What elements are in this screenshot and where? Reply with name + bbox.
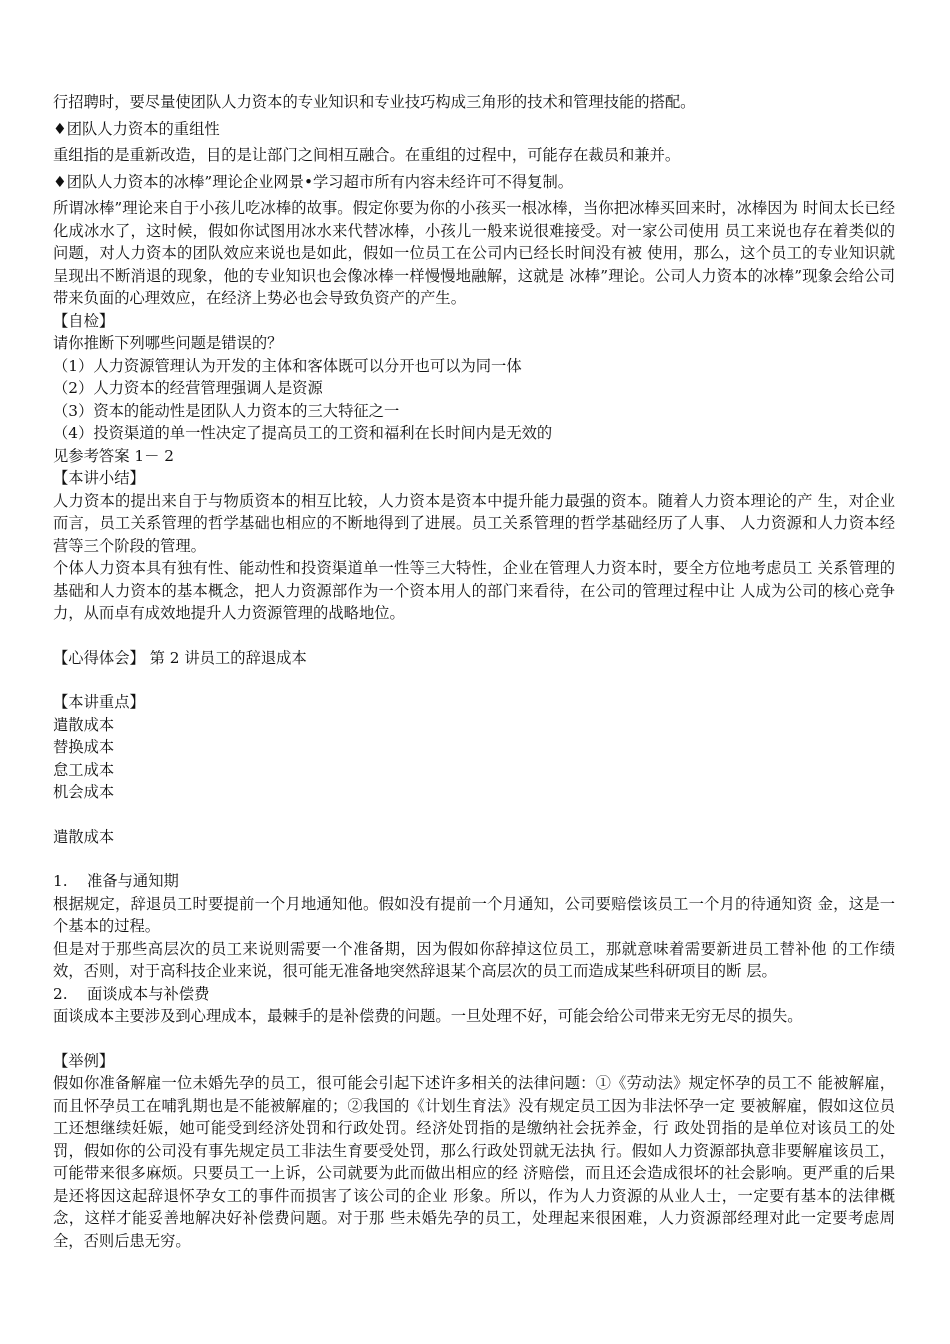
list-item: （3）资本的能动性是团队人力资本的三大特征之一 [53,401,400,420]
subsection-1-heading [53,870,895,893]
answer-reference: 见参考答案 1－ 2 [53,446,174,465]
lesson-2-title: 【心得体会】 第 2 讲员工的辞退成本 [53,648,307,667]
subsection-number: 2. [53,984,68,1003]
subsection-number: 1. [53,872,68,890]
example-title: 【举例】 [53,1051,115,1070]
self-check-question: 请你推断下列哪些问题是错误的？ [53,334,283,352]
focus-title: 【本讲重点】 [53,693,145,711]
focus-item: 遣散成本 [53,715,115,734]
focus-item: 机会成本 [53,783,115,801]
list-item: （2）人力资本的经营管理强调人是资源 [53,379,323,397]
heading-reorganization: ♦团队人力资本的重组性 [53,119,220,138]
subsection-1-paragraph-1: 根据规定，辞退员工时要提前一个月地通知他。假如没有提前一个月通知，公司要赔偿该员工一个月的待通知资 金，这是一个基本的过程。 [53,894,895,935]
summary-paragraph-1: 人力资本的提出来自于与物质资本的相互比较，人力资本是资本中提升能力最强的资本。随着人力资本理论的产 生，对企业而言，员工关系管理的哲学基础也相应的不断地得到了进展。员工关系管理的哲学基础经历了人事、 人力资源和人力资本经营等三个阶段的管理。 [53,491,895,555]
focus-item: 替换成本 [53,738,115,756]
list-item: （4）投资渠道的单一性决定了提高员工的工资和福利在长时间内是无效的 [53,424,553,442]
subsection-2-heading [53,983,895,1006]
summary-title: 【本讲小结】 [53,469,145,487]
subsection-title: 面谈成本与补偿费 [87,984,210,1003]
paragraph-icecream-theory: 所谓冰棒”理论来自于小孩儿吃冰棒的故事。假定你要为你的小孩买一根冰棒，当你把冰棒买回来时，冰棒因为 时间太长已经化成冰水了，这时候，假如你试图用冰水来代替冰棒，小孩儿一般来说很难接受。对一家公司使用 员工来说也存在着类似的问题，对人力资本的团队效应来说也是如此，假如一位员工在公司内已经长时间没有被 使用，那么，这个员工的专业知识就呈现出不断消退的现象，他的专业知识也会像冰棒一样慢慢地融解，这就是 冰棒”理论。公司人力资本的冰棒”现象会给公司带来负面的心理效应，在经济上势必也会导致负资产的产生。 [53,199,895,307]
paragraph-reorganization: 重组指的是重新改造，目的是让部门之间相互融合。在重组的过程中，可能存在裁员和兼并。 [53,146,681,164]
subsection-1-paragraph-2: 但是对于那些高层次的员工来说则需要一个准备期，因为假如你辞掉这位员工，那就意味着需要新进员工替补他 的工作绩效，否则，对于高科技企业来说，很可能无准备地突然辞退某个高层次的员工而造成某些科研项目的断 层。 [53,939,895,980]
example-paragraph: 假如你准备解雇一位未婚先孕的员工，很可能会引起下述许多相关的法律问题：①《劳动法》规定怀孕的员工不 能被解雇，而且怀孕员工在哺乳期也是不能被解雇的；②我国的《计划生育法》没有规定员工因为非法怀孕一定 要被解雇，假如这位员工还想继续妊娠，她可能受到经济处罚和行政处罚。经济处罚指的是缴纳社会抚养金，行 政处罚指的是单位对该员工的处罚，假如你的公司没有事先规定员工非法生育要受处罚，那么行政处罚就无法执 行。假如人力资源部执意非要解雇该员工，可能带来很多麻烦。只要员工一上诉，公司就要为此而做出相应的经 济赔偿，而且还会造成很坏的社会影响。更严重的后果是还将因这起辞退怀孕女工的事件而损害了该公司的企业 形象。所以，作为人力资源的从业人士，一定要有基本的法律概念，这样才能妥善地解决好补偿费问题。对于那 些未婚先孕的员工，处理起来很困难，人力资源部经理对此一定要考虑周全，否则后患无穷。 [53,1074,895,1250]
subsection-title: 准备与通知期 [87,872,179,890]
focus-item: 怠工成本 [53,760,115,779]
subsection-2-paragraph-1: 面谈成本主要涉及到心理成本，最棘手的是补偿费的问题。一旦处理不好，可能会给公司带来无穷无尽的损失。 [53,1007,803,1025]
list-item: （1）人力资源管理认为开发的主体和客体既可以分开也可以为同一体 [53,356,522,375]
summary-paragraph-2: 个体人力资本具有独有性、能动性和投资渠道单一性等三大特性，企业在管理人力资本时，要全方位地考虑员工 关系管理的基础和人力资本的基本概念，把人力资源部作为一个资本用人的部门来看待，在公司的管理过程中让 人成为公司的核心竞争力，从而卓有成效地提升人力资源管理的战略地位。 [53,559,895,622]
heading-icecream-theory: ♦团队人力资本的冰棒”理论企业网景•学习超市所有内容未经许可不得复制。 [53,172,574,191]
self-check-title: 【自检】 [53,311,115,330]
section-title: 遣散成本 [53,827,115,846]
paragraph-intro: 行招聘时，要尽量使团队人力资本的专业知识和专业技巧构成三角形的技术和管理技能的搭配。 [53,93,696,111]
